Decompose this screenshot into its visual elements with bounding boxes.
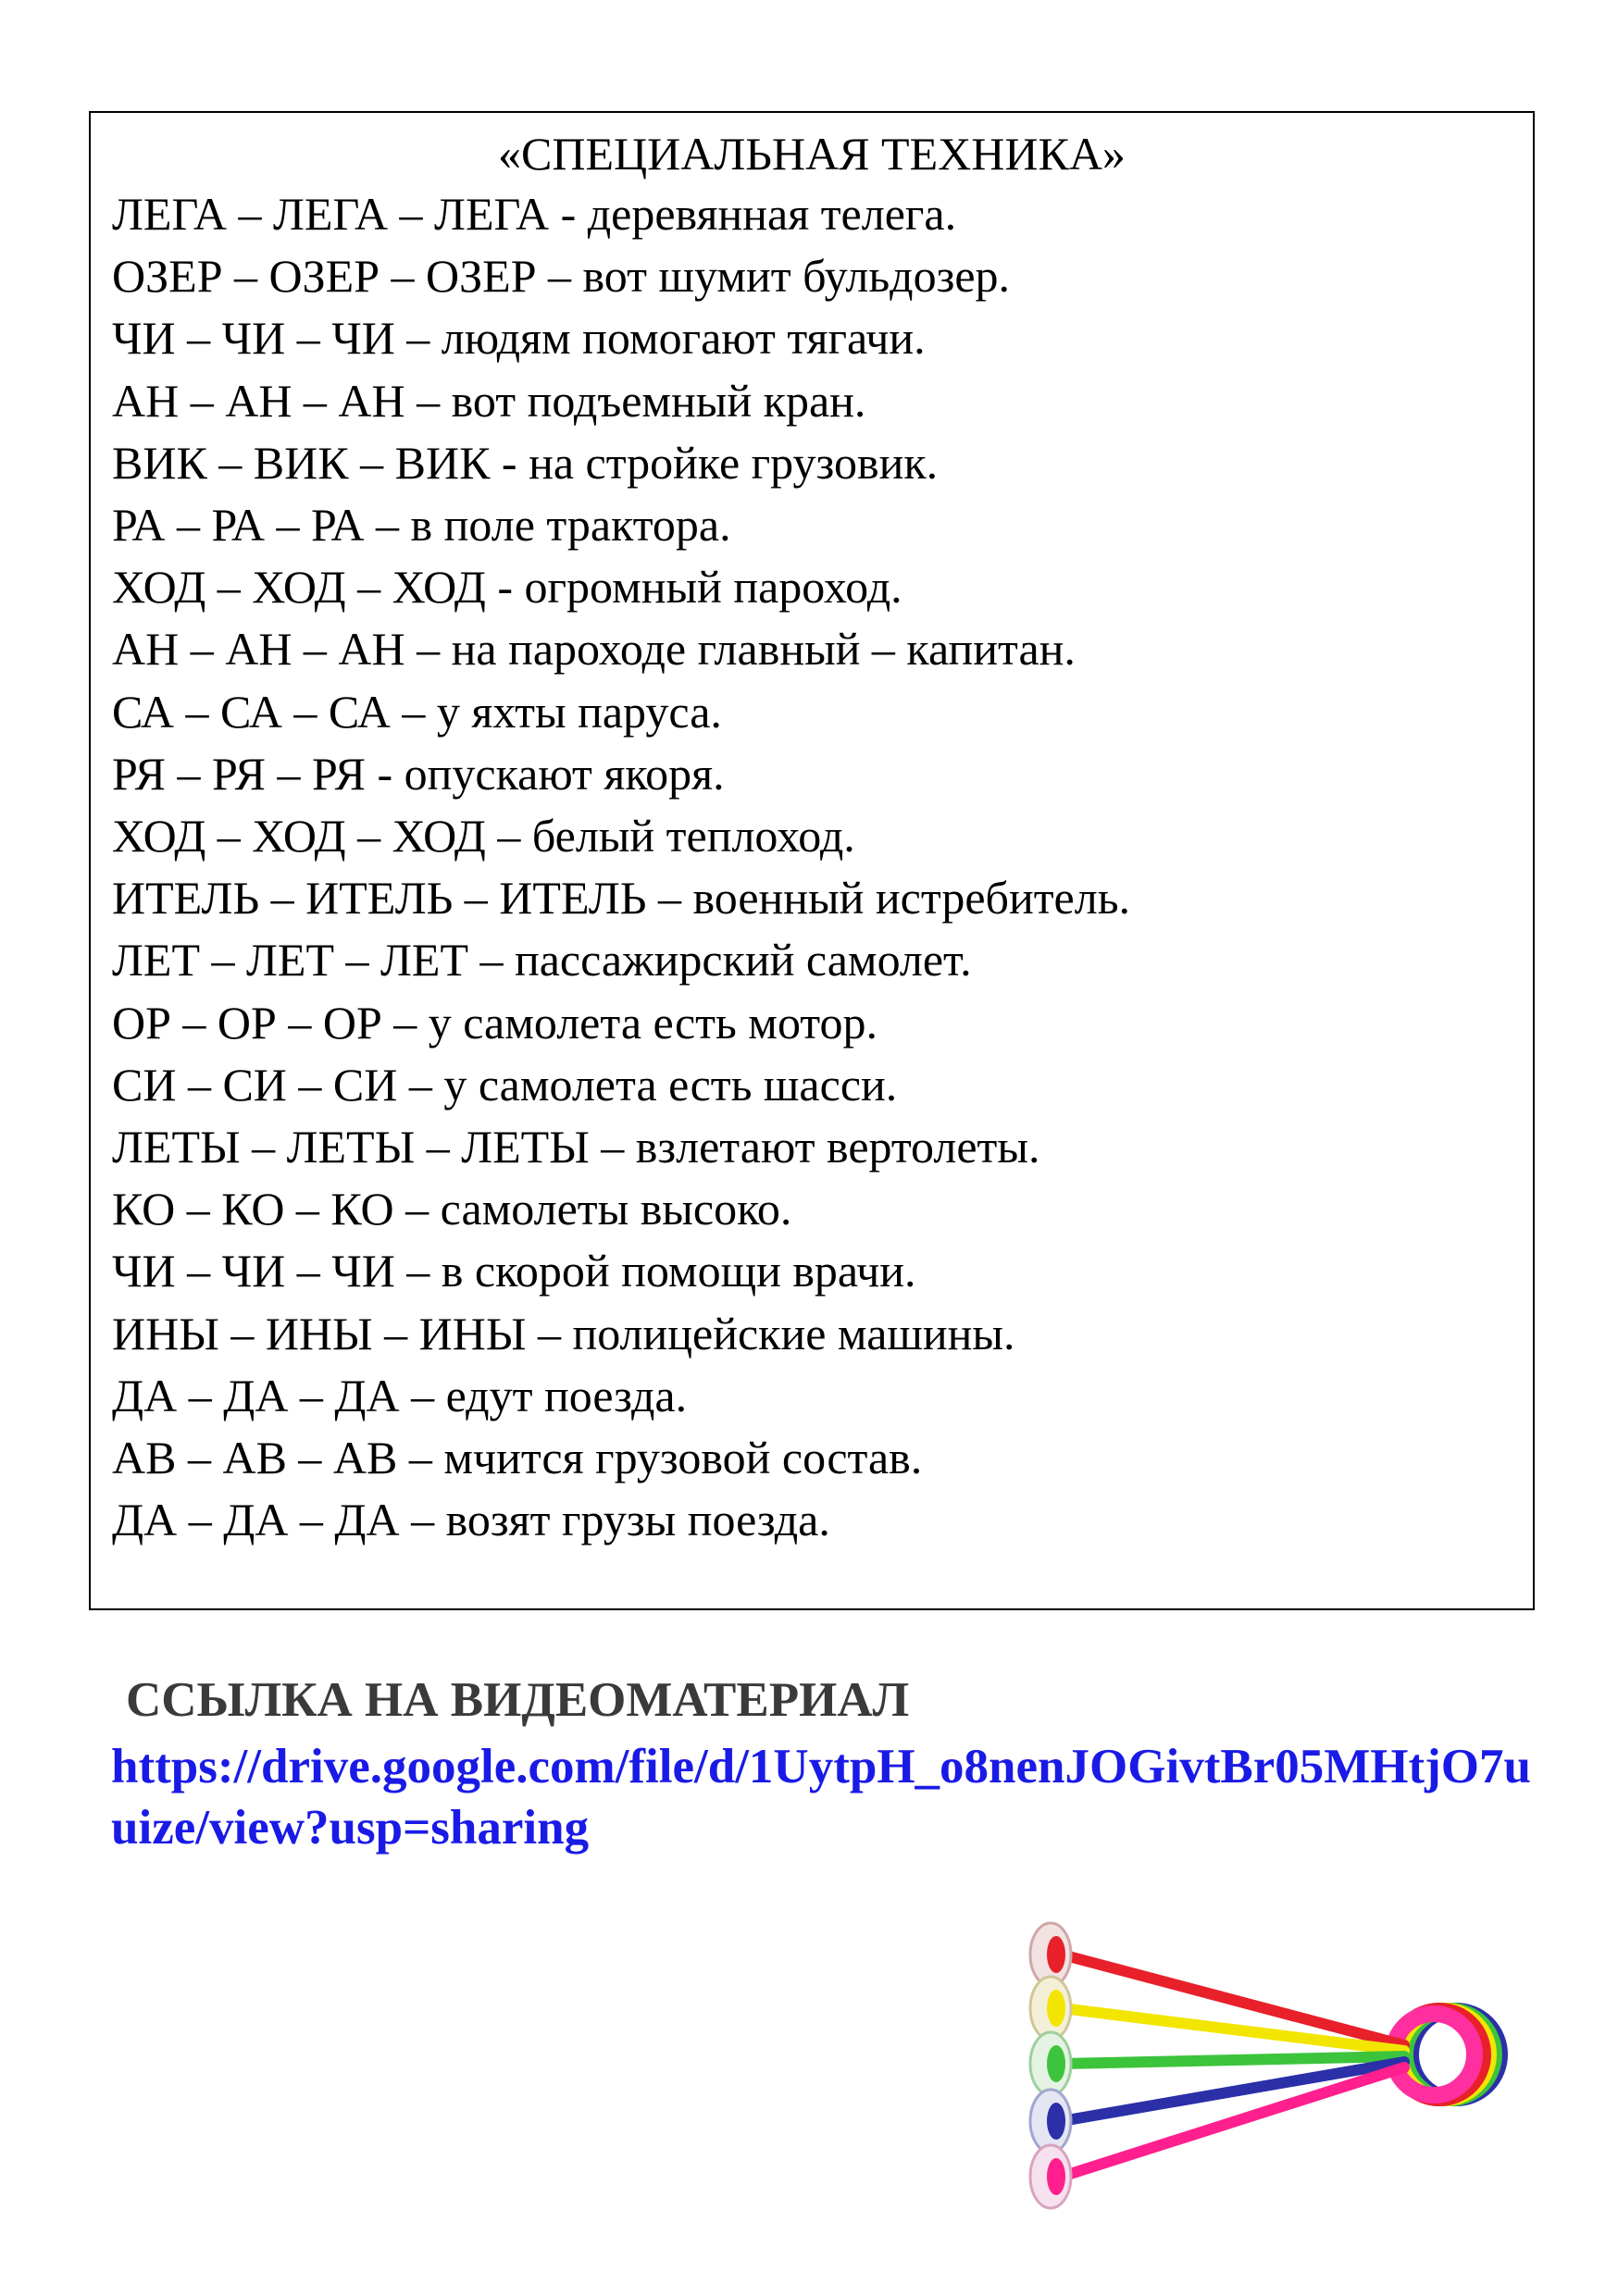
- poem-line: РЯ – РЯ – РЯ - опускают якоря.: [112, 747, 725, 800]
- toy-stick: [1062, 2056, 1404, 2064]
- poem-lines: [112, 183, 1130, 1551]
- poem-line: ЛЕТ – ЛЕТ – ЛЕТ – пассажирский самолет.: [112, 934, 972, 987]
- poem-line: ВИК – ВИК – ВИК - на стройке грузовик.: [112, 436, 939, 489]
- poem-line: РА – РА – РА – в поле трактора.: [112, 499, 731, 552]
- poem-line: ЛЕГА – ЛЕГА – ЛЕГА - деревянная телега.: [112, 188, 957, 240]
- poem-line: КО – КО – КО – самолеты высоко.: [112, 1183, 792, 1235]
- poem-title: «СПЕЦИАЛЬНАЯ ТЕХНИКА»: [498, 128, 1126, 180]
- poem-line: ХОД – ХОД – ХОД - огромный пароход.: [112, 561, 902, 614]
- video-heading: ССЫЛКА НА ВИДЕОМАТЕРИАЛ: [126, 1673, 910, 1727]
- toy-stick: [1062, 2067, 1404, 2177]
- poem-line: ИНЫ – ИНЫ – ИНЫ – полицейские машины.: [112, 1307, 1015, 1359]
- poem-line: ДА – ДА – ДА – возят грузы поезда.: [112, 1494, 830, 1546]
- poem-line: ДА – ДА – ДА – едут поезда.: [112, 1369, 688, 1421]
- toy-wheels: [1030, 1923, 1071, 2208]
- poem-line: ОР – ОР – ОР – у самолета есть мотор.: [112, 996, 877, 1049]
- poem-line: ИТЕЛЬ – ИТЕЛЬ – ИТЕЛЬ – военный истребитель.: [112, 872, 1130, 925]
- poem-line: ЧИ – ЧИ – ЧИ – в скорой помощи врачи.: [112, 1245, 916, 1297]
- poem-line: АН – АН – АН – на пароходе главный – капитан.: [112, 623, 1076, 676]
- poem-line: ЛЕТЫ – ЛЕТЫ – ЛЕТЫ – взлетают вертолеты.: [112, 1121, 1040, 1173]
- poem-line: ОЗЕР – ОЗЕР – ОЗЕР – вот шумит бульдозер.: [112, 250, 1011, 303]
- poem-box: [89, 111, 1535, 1610]
- poem-line: ЧИ – ЧИ – ЧИ – людям помогают тягачи.: [112, 312, 926, 365]
- video-link[interactable]: https://drive.google.com/file/d/1UytpH_o8nenJOGivtBr05MHtjO7uuize/view?usp=sharing: [111, 1740, 1531, 1855]
- jump-ring-toys-icon: [1004, 1906, 1523, 2240]
- poem-line: АВ – АВ – АВ – мчится грузовой состав.: [112, 1432, 923, 1484]
- poem-line: АН – АН – АН – вот подъемный кран.: [112, 374, 866, 427]
- poem-line: СИ – СИ – СИ – у самолета есть шасси.: [112, 1058, 898, 1111]
- toy-stick: [1062, 2062, 1404, 2121]
- poem-line: СА – СА – СА – у яхты паруса.: [112, 685, 722, 738]
- poem-line: ХОД – ХОД – ХОД – белый теплоход.: [112, 810, 855, 863]
